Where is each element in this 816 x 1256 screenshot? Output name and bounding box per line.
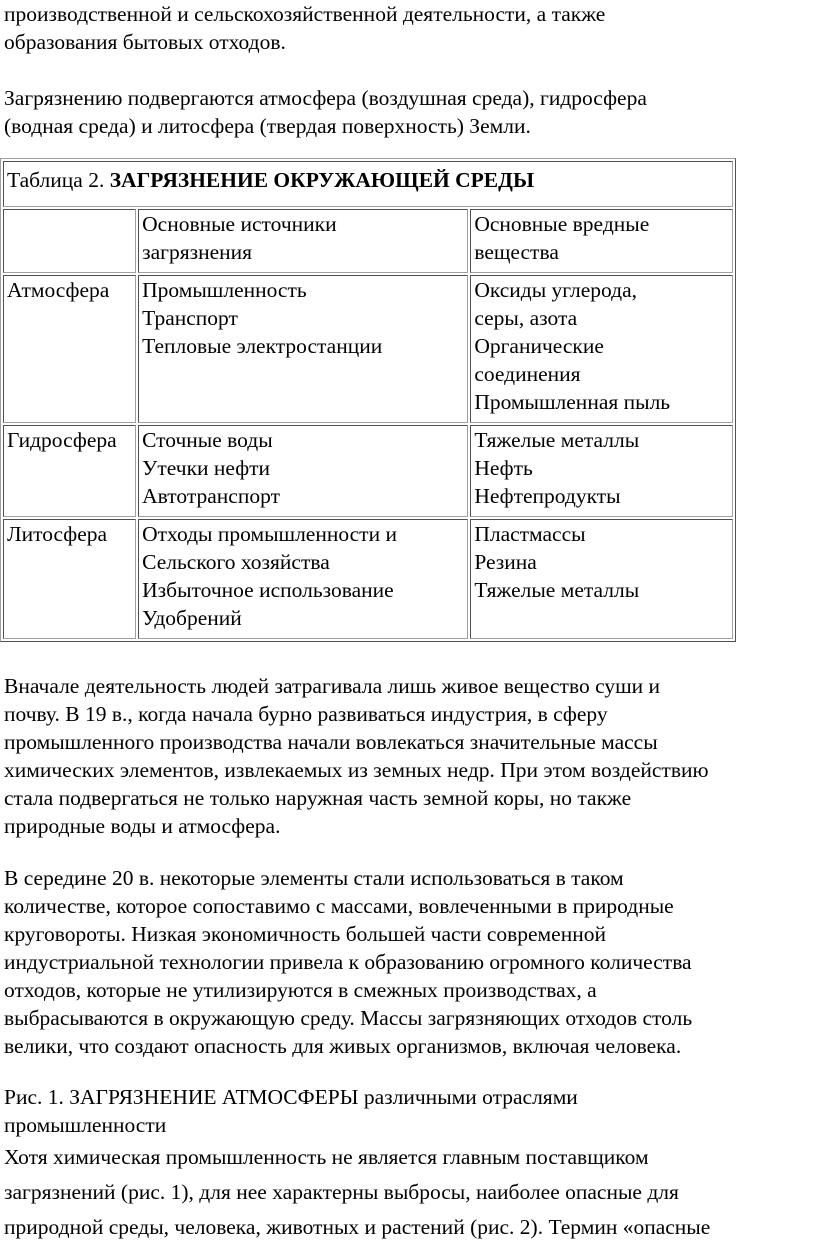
table-caption-title: ЗАГРЯЗНЕНИЕ ОКРУЖАЮЩЕЙ СРЕДЫ	[109, 168, 535, 192]
pollution-paragraph	[4, 84, 804, 140]
table-header-substances	[470, 209, 733, 273]
substance-item: серы, азота	[474, 306, 578, 330]
source-item: Сточные воды	[142, 428, 273, 452]
substance-item: соединения	[474, 362, 581, 386]
text-line: загрязнений (рис. 1), для нее характерны выбросы, наиболее опасные для	[4, 1180, 679, 1204]
substance-item: Оксиды углерода,	[474, 278, 638, 302]
century-paragraph	[4, 864, 804, 1060]
text-line: выбрасываются в окружающую среду. Массы загрязняющих отходов столь	[4, 1006, 693, 1030]
header-line: загрязнения	[142, 240, 253, 264]
table-cell-sources	[138, 519, 468, 639]
source-item: Утечки нефти	[142, 456, 271, 480]
source-item: Промышленность	[142, 278, 307, 302]
figure-caption	[4, 1083, 804, 1139]
substance-item: Нефть	[474, 456, 533, 480]
substance-item: Резина	[474, 550, 537, 574]
text-line: Хотя химическая промышленность не является главным поставщиком	[4, 1145, 649, 1169]
table-cell-sources	[138, 425, 468, 517]
text-line: количестве, которое сопоставимо с массами, вовлеченными в природные	[4, 894, 674, 918]
text-line: промышленности	[4, 1113, 167, 1137]
substance-item: Нефтепродукты	[474, 484, 621, 508]
text-line: отходов, которые не утилизируются в смежных производствах, а	[4, 978, 597, 1002]
text-line: Рис. 1. ЗАГРЯЗНЕНИЕ АТМОСФЕРЫ различными отраслями	[4, 1085, 578, 1109]
text-line: химических элементов, извлекаемых из земных недр. При этом воздействию	[4, 758, 709, 782]
table-row	[3, 275, 733, 423]
source-item: Тепловые электростанции	[142, 334, 383, 358]
table-caption	[3, 161, 733, 207]
table-cell-substances	[470, 519, 733, 639]
table-header-row	[3, 209, 733, 273]
text-line: Загрязнению подвергаются атмосфера (воздушная среда), гидросфера	[4, 86, 647, 110]
text-line: (водная среда) и литосфера (твердая поверхность) Земли.	[4, 114, 531, 138]
text-line: образования бытовых отходов.	[4, 30, 286, 54]
sphere-name: Гидросфера	[7, 428, 117, 452]
table-cell-substances	[470, 275, 733, 423]
text-line: стала подвергаться не только наружная часть земной коры, но также	[4, 786, 632, 810]
text-line: природные воды и атмосфера.	[4, 814, 281, 838]
table-cell-sphere	[3, 425, 136, 517]
substance-item: Пластмассы	[474, 522, 586, 546]
source-item: Избыточное использование	[142, 578, 394, 602]
intro-paragraph	[4, 0, 804, 56]
pollution-table	[0, 158, 736, 642]
chemistry-paragraph	[4, 1140, 804, 1245]
header-line: вещества	[474, 240, 559, 264]
table-caption-prefix: Таблица 2.	[7, 168, 105, 192]
table-row	[3, 519, 733, 639]
source-item: Отходы промышленности и	[142, 522, 397, 546]
source-item: Автотранспорт	[142, 484, 280, 508]
text-line: круговороты. Низкая экономичность большей части современной	[4, 922, 606, 946]
text-line: почву. В 19 в., когда начала бурно развиваться индустрия, в сферу	[4, 702, 608, 726]
source-item: Сельского хозяйства	[142, 550, 330, 574]
text-line: В середине 20 в. некоторые элементы стали использоваться в таком	[4, 866, 624, 890]
header-line: Основные вредные	[474, 212, 650, 236]
header-line: Основные источники	[142, 212, 337, 236]
substance-item: Промышленная пыль	[474, 390, 671, 414]
table-header-empty	[3, 209, 136, 273]
source-item: Транспорт	[142, 306, 238, 330]
text-line: производственной и сельскохозяйственной деятельности, а также	[4, 2, 606, 26]
table-caption-row	[3, 161, 733, 207]
sphere-name: Литосфера	[7, 522, 108, 546]
source-item: Удобрений	[142, 606, 242, 630]
table-row	[3, 425, 733, 517]
text-line: индустриальной технологии привела к образованию огромного количества	[4, 950, 692, 974]
table-header-sources	[138, 209, 468, 273]
table-cell-sources	[138, 275, 468, 423]
substance-item: Органические	[474, 334, 604, 358]
table-cell-sphere	[3, 519, 136, 639]
history-paragraph	[4, 672, 804, 840]
sphere-name: Атмосфера	[7, 278, 110, 302]
substance-item: Тяжелые металлы	[474, 578, 640, 602]
substance-item: Тяжелые металлы	[474, 428, 640, 452]
text-line: Вначале деятельность людей затрагивала лишь живое вещество суши и	[4, 674, 661, 698]
text-line: природной среды, человека, животных и растений (рис. 2). Термин «опасные	[4, 1215, 711, 1239]
text-line: велики, что создают опасность для живых организмов, включая человека.	[4, 1034, 682, 1058]
table-cell-sphere	[3, 275, 136, 423]
table-cell-substances	[470, 425, 733, 517]
text-line: промышленного производства начали вовлекаться значительные массы	[4, 730, 658, 754]
